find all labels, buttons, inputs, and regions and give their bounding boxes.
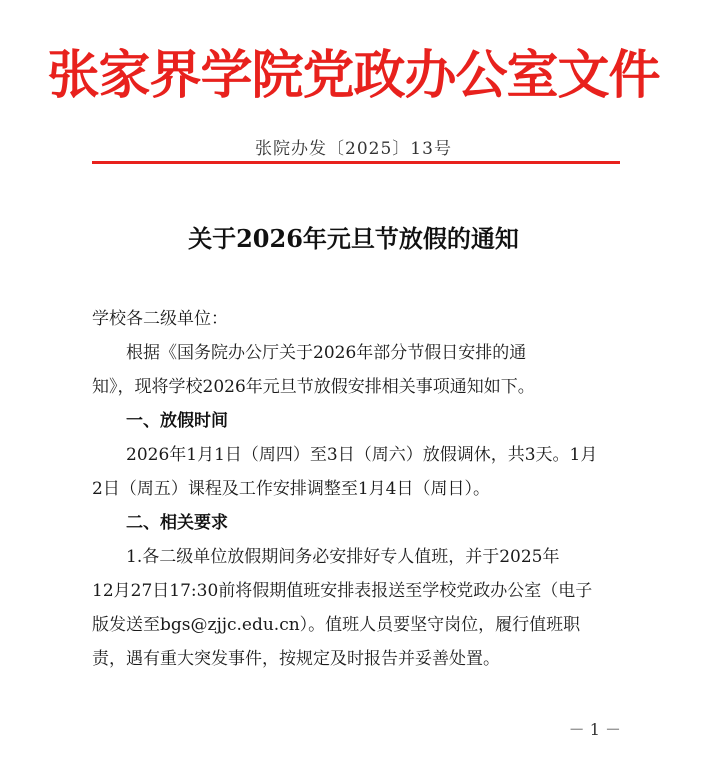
- section-heading-requirements: 二、相关要求: [126, 513, 228, 533]
- holiday-time-line: 2026年1月1日（周四）至3日（周六）放假调休，共3天。1月: [126, 445, 598, 465]
- notice-title: 关于2026年元旦节放假的通知: [188, 224, 519, 253]
- intro-paragraph-line: 知》，现将学校2026年元旦节放假安排相关事项通知如下。: [92, 377, 535, 397]
- intro-paragraph-line: 根据《国务院办公厅关于2026年部分节假日安排的通: [126, 343, 527, 363]
- notice-body: [92, 302, 628, 676]
- section-heading-holiday-time: 一、放假时间: [126, 411, 228, 431]
- page-number: － 1 －: [568, 720, 621, 739]
- requirement-item-line: 责，遇有重大突发事件，按规定及时报告并妥善处置。: [92, 649, 500, 669]
- requirement-item-line: 版发送至bgs@zjjc.edu.cn）。值班人员要坚守岗位，履行值班职: [92, 615, 581, 635]
- salutation: 学校各二级单位：: [92, 309, 228, 329]
- holiday-time-line: 2日（周五）课程及工作安排调整至1月4日（周日）。: [92, 479, 490, 499]
- requirement-item-line: 12月27日17:30前将假期值班安排表报送至学校党政办公室（电子: [92, 581, 593, 601]
- red-divider-line: [92, 161, 620, 164]
- office-header-title: 张家界学院党政办公室文件: [47, 45, 660, 106]
- document-number: 张院办发〔2025〕13号: [255, 139, 452, 159]
- requirement-item-line: 1.各二级单位放假期间务必安排好专人值班，并于2025年: [126, 547, 560, 567]
